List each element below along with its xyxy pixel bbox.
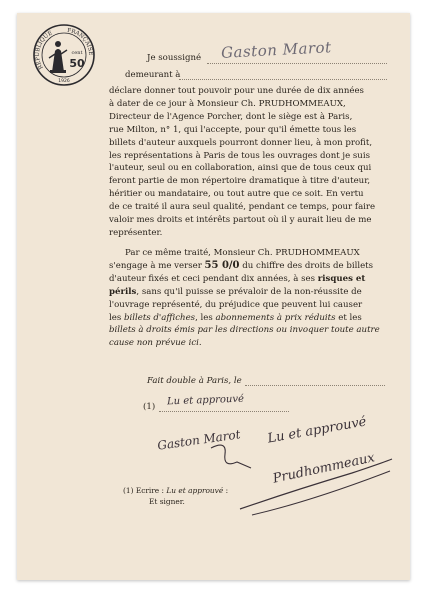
agent-signature: Prudhommeaux: [271, 450, 377, 487]
p2-line: les billets d'affiches, les abonnements à prix réduits et les: [109, 312, 362, 323]
p2-line: d'auteur fixés et ceci pendant dix années, à ses risques et: [109, 273, 366, 284]
footnote: [123, 485, 263, 507]
p1-line: l'auteur, seul ou en collaboration, ainsi que de tous ceux qui: [109, 163, 372, 174]
fait-double-label: Fait double à Paris, le: [147, 376, 242, 386]
stamp-value: 50: [69, 57, 85, 70]
note-marker: (1): [143, 402, 156, 412]
stamp-ring-right: FRANÇAISE: [66, 27, 94, 56]
p1-line: rue Milton, n° 1, qui l'accepte, pour qu'il émette tous les: [109, 124, 357, 135]
agent-approval-handwritten: Lu et approuvé: [266, 414, 368, 447]
approval-field-line: [159, 411, 289, 412]
soussigne-label: Je soussigné: [147, 53, 202, 63]
p2-line: l'ouvrage représenté, du préjudice que peuvent lui causer: [109, 299, 363, 310]
lu-approuve-handwritten: Lu et approuvé: [166, 393, 245, 408]
p1-line: Directeur de l'Agence Porcher, dont le siège est à Paris,: [109, 111, 353, 122]
stamp-currency: cent: [71, 50, 83, 56]
stamp-ring-left: RÉPUBLIQUE: [34, 30, 54, 71]
footnote-line: (1) Ecrire : Lu et approuvé :: [123, 486, 229, 495]
p1-line: valoir mes droits et intérêts partout où il y aurait lieu de me: [109, 215, 372, 226]
p1-line: billets d'auteur auxquels pourront donner lieu, à mon profit,: [109, 137, 373, 148]
author-signature: Gaston Marot: [156, 427, 242, 453]
revenue-stamp-icon: [33, 24, 95, 86]
demeurant-label: demeurant à: [125, 70, 181, 80]
p2-line: billets à droits émis par les directions ou invoquer toute autre: [109, 325, 380, 336]
p1-line: de ce traité il aura seul qualité, pendant ce temps, pour faire: [109, 202, 376, 213]
p2-line: périls, sans qu'il puisse se prévaloir de la non-réussite de: [109, 286, 362, 297]
p2-line: cause non prévue ici.: [109, 338, 202, 349]
author-name-handwritten: Gaston Marot: [220, 38, 333, 62]
percentage-value: 55 0/0: [204, 259, 240, 271]
p2-line: Par ce même traité, Monsieur Ch. PRUDHOMMEAUX: [125, 248, 360, 258]
p1-line: les représentations à Paris de tous les ouvrages dont je suis: [109, 150, 371, 161]
stamp-year: 1926: [58, 79, 70, 84]
p1-line: à dater de ce jour à Monsieur Ch. PRUDHOMMEAUX,: [109, 98, 346, 109]
date-field-line: [245, 385, 385, 386]
p1-line: représenter.: [109, 227, 163, 238]
p1-line: feront partie de mon répertoire dramatique à titre d'auteur,: [109, 176, 371, 187]
p1-line: héritier ou mandataire, ou tout autre que ce soit. En vertu: [109, 189, 364, 200]
address-field-line: [179, 79, 387, 80]
p2-line: s'engage à me verser 55 0/0 du chiffre des droits de billets: [109, 259, 374, 271]
name-field-line: [207, 63, 387, 64]
footnote-line: Et signer.: [149, 497, 185, 506]
paragraph-mandate: [109, 85, 389, 240]
paragraph-commitment: [109, 247, 389, 350]
p1-line: déclare donner tout pouvoir pour une durée de dix années: [109, 86, 364, 96]
document-page: [17, 13, 410, 580]
